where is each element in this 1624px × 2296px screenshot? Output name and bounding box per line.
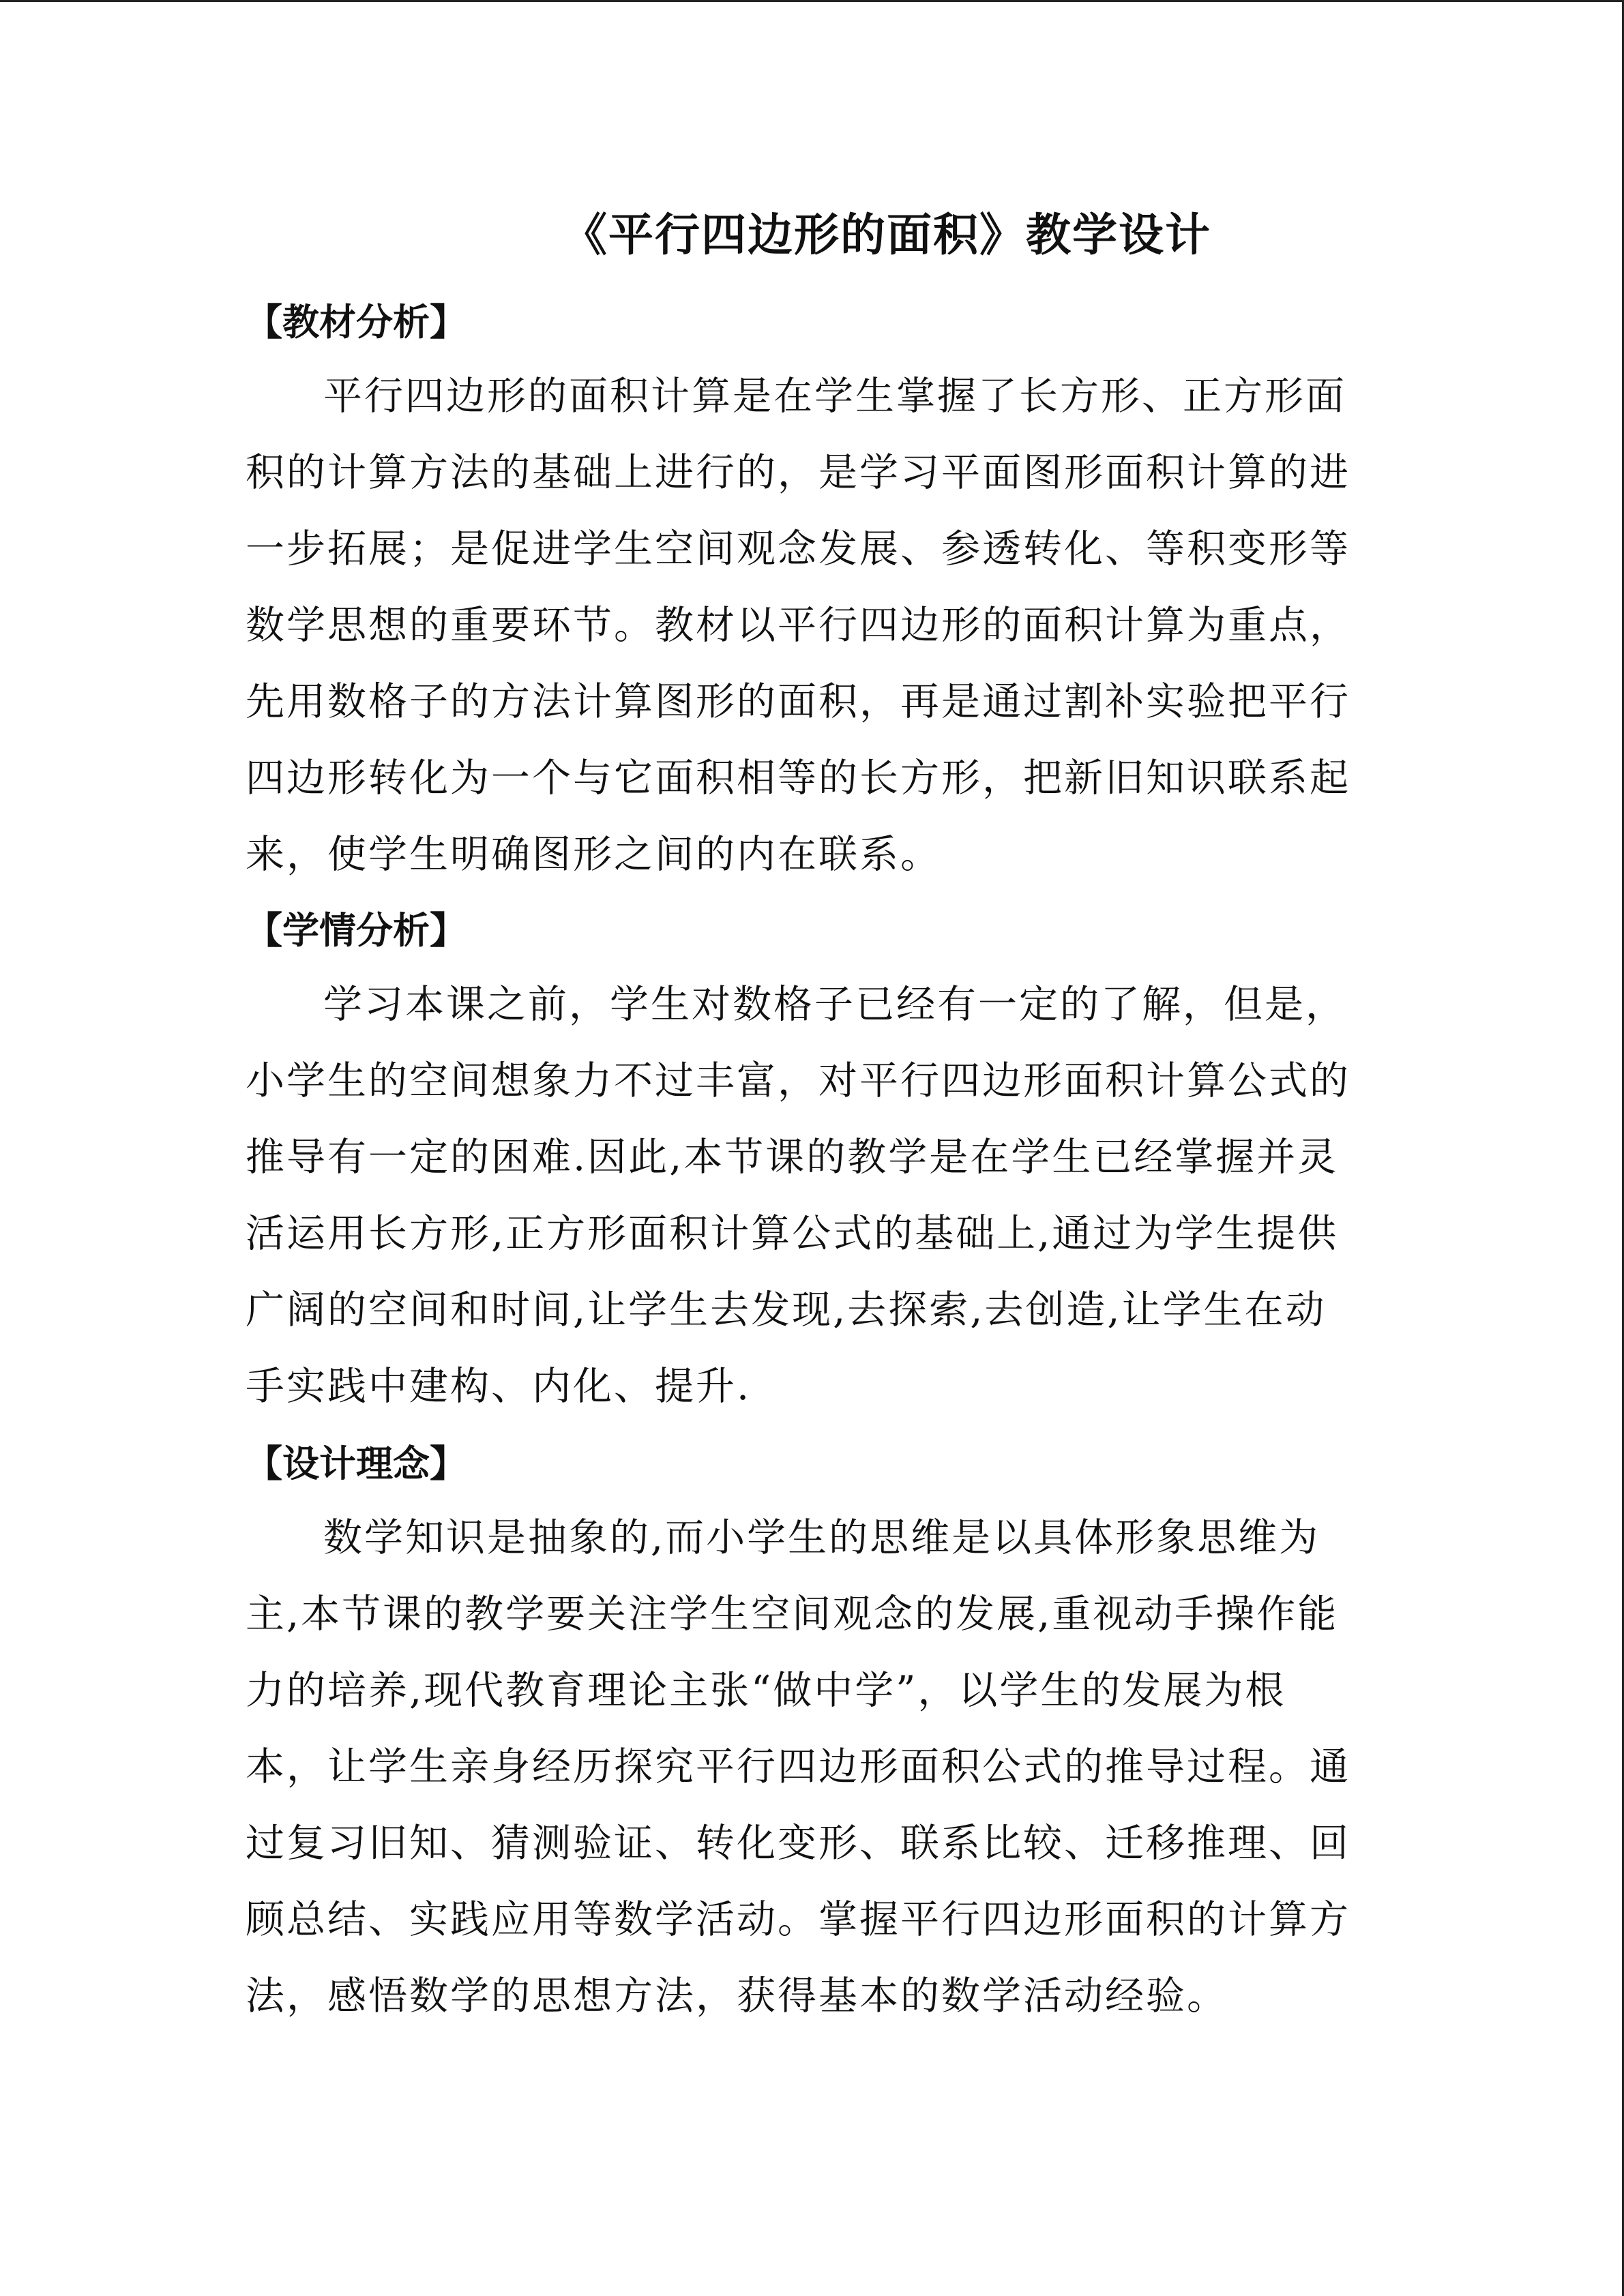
paragraph-line: 积的计算方法的基础上进行的，是学习平面图形面积计算的进	[246, 450, 1350, 495]
paragraph-line: 学习本课之前，学生对数格子已经有一定的了解，但是，	[323, 982, 1346, 1027]
paragraph-line: 本，让学生亲身经历探究平行四边形面积公式的推导过程。通	[246, 1744, 1350, 1789]
paragraph-line: 法，感悟数学的思想方法，获得基本的数学活动经验。	[246, 1973, 1228, 2018]
paragraph-line: 来，使学生明确图形之间的内在联系。	[246, 832, 941, 877]
paragraph-line: 手实践中建构、内化、提升.	[246, 1364, 752, 1409]
paragraph-line: 平行四边形的面积计算是在学生掌握了长方形、正方形面	[323, 374, 1346, 419]
paragraph-line: 过复习旧知、猜测验证、转化变形、联系比较、迁移推理、回	[246, 1821, 1350, 1866]
paragraph-line: 推导有一定的困难.因此,本节课的教学是在学生已经掌握并灵	[246, 1135, 1339, 1180]
paragraph-line: 顾总结、实践应用等数学活动。掌握平行四边形面积的计算方	[246, 1897, 1350, 1942]
paragraph-line: 小学生的空间想象力不过丰富，对平行四边形面积计算公式的	[246, 1058, 1350, 1103]
paragraph-line: 数学知识是抽象的,而小学生的思维是以具体形象思维为	[323, 1515, 1320, 1560]
paragraph-line: 主,本节课的教学要关注学生空间观念的发展,重视动手操作能	[246, 1592, 1339, 1637]
section-body	[246, 966, 1364, 1425]
paragraph-line: 四边形转化为一个与它面积相等的长方形，把新旧知识联系起	[246, 756, 1350, 801]
section-textbook-analysis	[246, 287, 1364, 893]
paragraph-line: 活运用长方形,正方形面积计算公式的基础上,通过为学生提供	[246, 1211, 1339, 1256]
section-heading: 【学情分析】	[246, 909, 467, 952]
section-design-concept	[246, 1429, 1364, 2034]
paragraph-line: 力的培养,现代教育理论主张“做中学”，以学生的发展为根	[246, 1668, 1286, 1713]
paragraph-line: 数学思想的重要环节。教材以平行四边形的面积计算为重点，	[246, 603, 1350, 648]
section-heading: 【教材分析】	[246, 301, 467, 344]
document-title: 《平行四边形的面积》教学设计	[562, 209, 1211, 261]
section-student-analysis	[246, 895, 1364, 1425]
section-body	[246, 358, 1364, 893]
section-heading: 【设计理念】	[246, 1442, 467, 1485]
paragraph-line: 一步拓展；是促进学生空间观念发展、参透转化、等积变形等	[246, 526, 1350, 571]
paragraph-line: 先用数格子的方法计算图形的面积，再是通过割补实验把平行	[246, 679, 1350, 724]
paragraph-line: 广阔的空间和时间,让学生去发现,去探索,去创造,让学生在动	[246, 1287, 1327, 1332]
section-body	[246, 1500, 1364, 2034]
